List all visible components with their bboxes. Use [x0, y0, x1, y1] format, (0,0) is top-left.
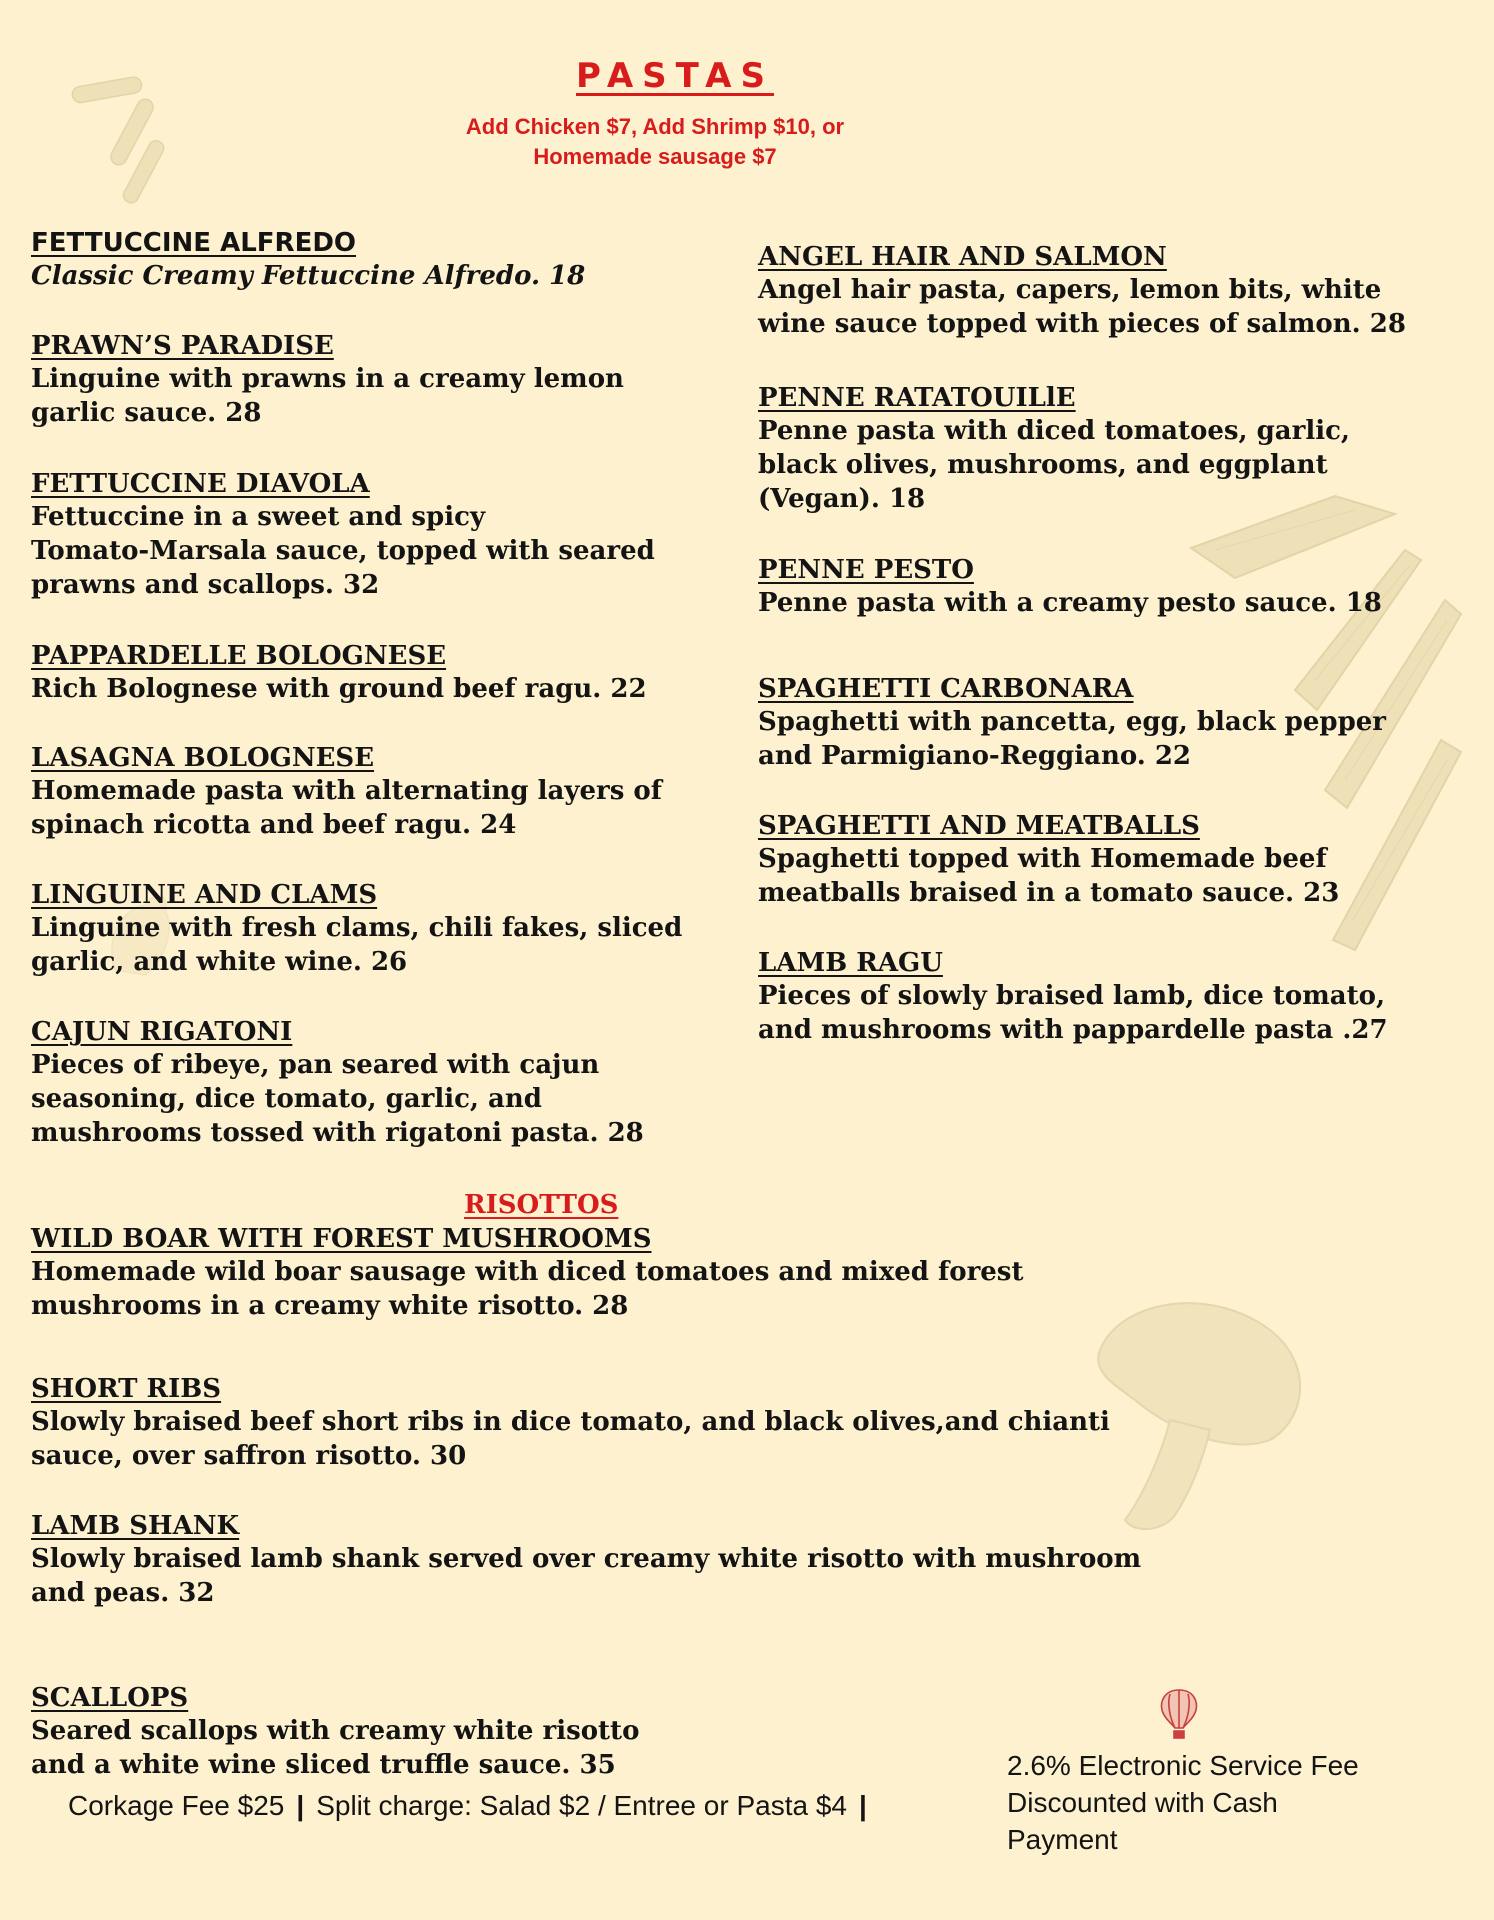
menu-item [758, 810, 1339, 910]
menu-item [31, 468, 655, 602]
menu-item-name: CAJUN RIGATONI [31, 1017, 293, 1047]
menu-item-description: Spaghetti with pancetta, egg, black pepper and Parmigiano-Reggiano. 22 [758, 707, 1386, 771]
menu-item-name: FETTUCCINE DIAVOLA [31, 469, 370, 499]
menu-item-name: SHORT RIBS [31, 1374, 222, 1404]
separator: | [296, 1790, 305, 1821]
menu-item-name: PRAWN’S PARADISE [31, 331, 334, 361]
menu-item [31, 1223, 1023, 1323]
menu-item-description: Pieces of ribeye, pan seared with cajun seasoning, dice tomato, garlic, and mushrooms tossed with rigatoni pasta. 28 [31, 1050, 644, 1148]
menu-item-name: PAPPARDELLE BOLOGNESE [31, 641, 447, 671]
menu-item-name: SCALLOPS [31, 1683, 189, 1713]
menu-item [758, 382, 1350, 516]
menu-item-description: Penne pasta with a creamy pesto sauce. 18 [758, 588, 1382, 618]
menu-item [31, 227, 585, 293]
menu-item-description: Linguine with fresh clams, chili fakes, sliced garlic, and white wine. 26 [31, 913, 683, 977]
menu-item-name: SPAGHETTI CARBONARA [758, 674, 1134, 704]
menu-item-description: Homemade wild boar sausage with diced tomatoes and mixed forest mushrooms in a creamy white risotto. 28 [31, 1257, 1024, 1321]
menu-item [31, 640, 647, 706]
menu-item-name: WILD BOAR WITH FOREST MUSHROOMS [31, 1224, 652, 1254]
menu-item-description: Linguine with prawns in a creamy lemon garlic sauce. 28 [31, 364, 624, 428]
footer-charges [68, 1790, 879, 1822]
service-fee-note: 2.6% Electronic Service Fee Discounted with Cash Payment [1007, 1750, 1359, 1855]
menu-item-description: Slowly braised beef short ribs in dice tomato, and black olives,and chianti sauce, over saffron risotto. 30 [31, 1407, 1110, 1471]
pasta-add-on-note: Add Chicken $7, Add Shrimp $10, or Homemade sausage $7 [465, 114, 845, 169]
menu-item [31, 1373, 1110, 1473]
pasta-section-title: PASTAS [576, 56, 774, 96]
menu-item-description: Angel hair pasta, capers, lemon bits, white wine sauce topped with pieces of salmon. 28 [758, 275, 1406, 339]
menu-item-name: LASAGNA BOLOGNESE [31, 743, 375, 773]
menu-item-description: Pieces of slowly braised lamb, dice tomato, and mushrooms with pappardelle pasta .27 [758, 981, 1388, 1045]
menu-item-name: LINGUINE AND CLAMS [31, 880, 378, 910]
menu-item-description: Rich Bolognese with ground beef ragu. 22 [31, 674, 647, 704]
risotto-section-title: RISOTTOS [464, 1190, 619, 1220]
menu-item-description: Seared scallops with creamy white risotto and a white wine sliced truffle sauce. 35 [31, 1716, 640, 1780]
menu-item-name: LAMB RAGU [758, 948, 943, 978]
menu-item [31, 330, 624, 430]
menu-item-name: PENNE RATATOUILlE [758, 383, 1076, 413]
menu-item-name: ANGEL HAIR AND SALMON [758, 242, 1167, 272]
hot-air-balloon-icon [1158, 1688, 1200, 1740]
menu-item-description: Penne pasta with diced tomatoes, garlic, black olives, mushrooms, and eggplant (Vegan). 18 [758, 416, 1350, 514]
menu-item [31, 1016, 644, 1150]
menu-item-name: LAMB SHANK [31, 1511, 240, 1541]
corkage-fee: Corkage Fee $25 [68, 1790, 285, 1821]
menu-item-description: Fettuccine in a sweet and spicy Tomato-Marsala sauce, topped with seared prawns and scallops. 32 [31, 502, 655, 600]
menu-item-description: Homemade pasta with alternating layers of spinach ricotta and beef ragu. 24 [31, 776, 662, 840]
menu-item-description: Spaghetti topped with Homemade beef meatballs braised in a tomato sauce. 23 [758, 844, 1340, 908]
menu-item-name: SPAGHETTI AND MEATBALLS [758, 811, 1200, 841]
menu-item [31, 1682, 639, 1782]
menu-item-description: Classic Creamy Fettuccine Alfredo. 18 [31, 261, 586, 291]
separator: | [858, 1790, 867, 1821]
menu-item [31, 879, 682, 979]
menu-item [31, 1510, 1141, 1610]
menu-item [758, 947, 1388, 1047]
menu-item-name: PENNE PESTO [758, 555, 974, 585]
menu-item [758, 554, 1382, 620]
split-charge: Split charge: Salad $2 / Entree or Pasta $4 [316, 1790, 847, 1821]
menu-item-description: Slowly braised lamb shank served over creamy white risotto with mushroom and peas. 32 [31, 1544, 1142, 1608]
menu-item-name: FETTUCCINE ALFREDO [31, 228, 357, 258]
menu-item [31, 742, 662, 842]
menu-item [758, 241, 1406, 341]
menu-item [758, 673, 1386, 773]
